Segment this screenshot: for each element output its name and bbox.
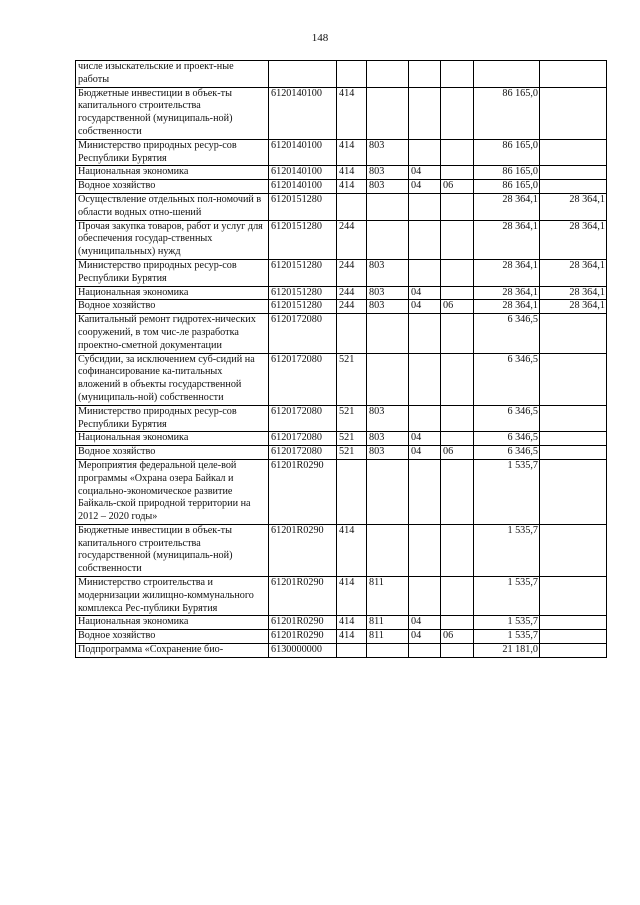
amount-2018-cell: 86 165,0 bbox=[474, 166, 540, 180]
amount-2018-cell: 86 165,0 bbox=[474, 180, 540, 194]
amount-subvention-cell bbox=[540, 616, 607, 630]
table-row bbox=[76, 459, 607, 524]
ministry-code-cell bbox=[367, 193, 409, 220]
amount-2018-cell: 6 346,5 bbox=[474, 353, 540, 405]
row-name-cell: числе изыскательские и проект-ные работы bbox=[76, 61, 269, 88]
ministry-code-cell bbox=[367, 61, 409, 88]
amount-subvention-cell bbox=[540, 353, 607, 405]
target-article-cell: 6120140100 bbox=[269, 87, 337, 139]
expense-type-cell bbox=[337, 459, 367, 524]
expense-type-cell: 414 bbox=[337, 616, 367, 630]
row-name-cell: Водное хозяйство bbox=[76, 180, 269, 194]
ministry-code-cell bbox=[367, 524, 409, 576]
expense-type-cell: 244 bbox=[337, 259, 367, 286]
amount-2018-cell: 6 346,5 bbox=[474, 446, 540, 460]
expense-type-cell: 521 bbox=[337, 446, 367, 460]
section-code-cell: 04 bbox=[409, 166, 441, 180]
table-row bbox=[76, 432, 607, 446]
amount-2018-cell: 6 346,5 bbox=[474, 405, 540, 432]
table-row bbox=[76, 220, 607, 259]
target-article-cell: 6120151280 bbox=[269, 300, 337, 314]
row-name-cell: Бюджетные инвестиции в объек-ты капитального строительства государственной (муниципаль-ной) собственности bbox=[76, 87, 269, 139]
row-name-cell: Мероприятия федеральной целе-вой программы «Охрана озера Байкал и социально-экономическое развитие Байкаль-ской природной территории на 2012 – 2020 годы» bbox=[76, 459, 269, 524]
target-article-cell: 6120172080 bbox=[269, 432, 337, 446]
subsection-code-cell: 06 bbox=[441, 630, 474, 644]
target-article-cell: 6120151280 bbox=[269, 286, 337, 300]
expense-type-cell: 414 bbox=[337, 630, 367, 644]
section-code-cell bbox=[409, 644, 441, 658]
target-article-cell bbox=[269, 61, 337, 88]
subsection-code-cell bbox=[441, 353, 474, 405]
row-name-cell: Министерство природных ресур-сов Республики Бурятия bbox=[76, 139, 269, 166]
target-article-cell: 6120172080 bbox=[269, 405, 337, 432]
row-name-cell: Водное хозяйство bbox=[76, 446, 269, 460]
ministry-code-cell: 803 bbox=[367, 139, 409, 166]
row-name-cell: Национальная экономика bbox=[76, 432, 269, 446]
subsection-code-cell: 06 bbox=[441, 180, 474, 194]
amount-2018-cell: 1 535,7 bbox=[474, 616, 540, 630]
ministry-code-cell bbox=[367, 459, 409, 524]
subsection-code-cell bbox=[441, 139, 474, 166]
subsection-code-cell bbox=[441, 459, 474, 524]
row-name-cell: Национальная экономика bbox=[76, 166, 269, 180]
subsection-code-cell bbox=[441, 314, 474, 353]
subsection-code-cell bbox=[441, 166, 474, 180]
target-article-cell: 61201R0290 bbox=[269, 459, 337, 524]
ministry-code-cell: 803 bbox=[367, 180, 409, 194]
section-code-cell: 04 bbox=[409, 300, 441, 314]
subsection-code-cell bbox=[441, 193, 474, 220]
amount-subvention-cell bbox=[540, 166, 607, 180]
table-row bbox=[76, 166, 607, 180]
expense-type-cell: 521 bbox=[337, 353, 367, 405]
target-article-cell: 61201R0290 bbox=[269, 616, 337, 630]
section-code-cell: 04 bbox=[409, 630, 441, 644]
section-code-cell bbox=[409, 139, 441, 166]
ministry-code-cell: 811 bbox=[367, 630, 409, 644]
target-article-cell: 61201R0290 bbox=[269, 630, 337, 644]
section-code-cell bbox=[409, 524, 441, 576]
section-code-cell bbox=[409, 314, 441, 353]
target-article-cell: 6120140100 bbox=[269, 139, 337, 166]
table-row bbox=[76, 180, 607, 194]
subsection-code-cell bbox=[441, 577, 474, 616]
row-name-cell: Национальная экономика bbox=[76, 616, 269, 630]
table-row bbox=[76, 405, 607, 432]
subsection-code-cell bbox=[441, 405, 474, 432]
table-row bbox=[76, 286, 607, 300]
subsection-code-cell bbox=[441, 220, 474, 259]
subsection-code-cell bbox=[441, 286, 474, 300]
ministry-code-cell: 803 bbox=[367, 446, 409, 460]
amount-subvention-cell: 28 364,1 bbox=[540, 220, 607, 259]
section-code-cell: 04 bbox=[409, 446, 441, 460]
expense-type-cell: 414 bbox=[337, 524, 367, 576]
amount-subvention-cell bbox=[540, 446, 607, 460]
row-name-cell: Субсидии, за исключением суб-сидий на софинансирование ка-питальных вложений в объекты государственной (муниципаль-ной) собственности bbox=[76, 353, 269, 405]
table-row bbox=[76, 644, 607, 658]
subsection-code-cell: 06 bbox=[441, 300, 474, 314]
section-code-cell: 04 bbox=[409, 180, 441, 194]
expense-type-cell: 244 bbox=[337, 300, 367, 314]
expense-type-cell: 414 bbox=[337, 166, 367, 180]
amount-subvention-cell bbox=[540, 644, 607, 658]
amount-2018-cell: 1 535,7 bbox=[474, 459, 540, 524]
amount-2018-cell: 28 364,1 bbox=[474, 286, 540, 300]
ministry-code-cell: 811 bbox=[367, 616, 409, 630]
table-row bbox=[76, 139, 607, 166]
amount-2018-cell: 6 346,5 bbox=[474, 432, 540, 446]
ministry-code-cell: 803 bbox=[367, 166, 409, 180]
ministry-code-cell bbox=[367, 644, 409, 658]
row-name-cell: Прочая закупка товаров, работ и услуг для обеспечения государ-ственных (муниципальных) нужд bbox=[76, 220, 269, 259]
amount-subvention-cell bbox=[540, 577, 607, 616]
amount-2018-cell: 21 181,0 bbox=[474, 644, 540, 658]
amount-2018-cell: 1 535,7 bbox=[474, 577, 540, 616]
amount-2018-cell: 1 535,7 bbox=[474, 630, 540, 644]
amount-subvention-cell bbox=[540, 61, 607, 88]
table-row bbox=[76, 353, 607, 405]
amount-subvention-cell bbox=[540, 432, 607, 446]
amount-subvention-cell bbox=[540, 459, 607, 524]
target-article-cell: 6120151280 bbox=[269, 193, 337, 220]
amount-2018-cell: 28 364,1 bbox=[474, 259, 540, 286]
expense-type-cell bbox=[337, 644, 367, 658]
table-row bbox=[76, 87, 607, 139]
section-code-cell bbox=[409, 87, 441, 139]
amount-2018-cell: 6 346,5 bbox=[474, 314, 540, 353]
ministry-code-cell bbox=[367, 353, 409, 405]
target-article-cell: 6120151280 bbox=[269, 259, 337, 286]
row-name-cell: Министерство природных ресур-сов Республики Бурятия bbox=[76, 259, 269, 286]
section-code-cell: 04 bbox=[409, 432, 441, 446]
section-code-cell bbox=[409, 259, 441, 286]
expense-type-cell: 414 bbox=[337, 87, 367, 139]
ministry-code-cell: 803 bbox=[367, 432, 409, 446]
expense-type-cell: 414 bbox=[337, 577, 367, 616]
target-article-cell: 6120172080 bbox=[269, 353, 337, 405]
row-name-cell: Водное хозяйство bbox=[76, 630, 269, 644]
target-article-cell: 6120172080 bbox=[269, 446, 337, 460]
row-name-cell: Бюджетные инвестиции в объек-ты капитального строительства государственной (муниципаль-ной) собственности bbox=[76, 524, 269, 576]
section-code-cell bbox=[409, 220, 441, 259]
section-code-cell: 04 bbox=[409, 286, 441, 300]
budget-table bbox=[75, 60, 607, 658]
amount-2018-cell: 86 165,0 bbox=[474, 87, 540, 139]
expense-type-cell bbox=[337, 193, 367, 220]
row-name-cell: Подпрограмма «Сохранение био- bbox=[76, 644, 269, 658]
row-name-cell: Министерство природных ресур-сов Республики Бурятия bbox=[76, 405, 269, 432]
ministry-code-cell bbox=[367, 314, 409, 353]
table-row bbox=[76, 616, 607, 630]
expense-type-cell: 521 bbox=[337, 405, 367, 432]
target-article-cell: 6120151280 bbox=[269, 220, 337, 259]
section-code-cell: 04 bbox=[409, 616, 441, 630]
table-row bbox=[76, 446, 607, 460]
row-name-cell: Осуществление отдельных пол-номочий в области водных отно-шений bbox=[76, 193, 269, 220]
target-article-cell: 61201R0290 bbox=[269, 524, 337, 576]
subsection-code-cell bbox=[441, 87, 474, 139]
ministry-code-cell bbox=[367, 87, 409, 139]
amount-subvention-cell bbox=[540, 630, 607, 644]
section-code-cell bbox=[409, 193, 441, 220]
amount-2018-cell: 86 165,0 bbox=[474, 139, 540, 166]
expense-type-cell: 244 bbox=[337, 220, 367, 259]
subsection-code-cell bbox=[441, 524, 474, 576]
target-article-cell: 6120140100 bbox=[269, 180, 337, 194]
amount-2018-cell: 28 364,1 bbox=[474, 193, 540, 220]
amount-subvention-cell: 28 364,1 bbox=[540, 286, 607, 300]
amount-2018-cell: 28 364,1 bbox=[474, 220, 540, 259]
ministry-code-cell: 803 bbox=[367, 405, 409, 432]
row-name-cell: Водное хозяйство bbox=[76, 300, 269, 314]
amount-subvention-cell bbox=[540, 524, 607, 576]
amount-2018-cell: 1 535,7 bbox=[474, 524, 540, 576]
table-row bbox=[76, 524, 607, 576]
row-name-cell: Национальная экономика bbox=[76, 286, 269, 300]
page-number: 148 bbox=[311, 32, 329, 44]
budget-table-body bbox=[76, 61, 607, 658]
expense-type-cell: 414 bbox=[337, 139, 367, 166]
amount-subvention-cell bbox=[540, 405, 607, 432]
expense-type-cell: 521 bbox=[337, 432, 367, 446]
table-row bbox=[76, 630, 607, 644]
subsection-code-cell bbox=[441, 616, 474, 630]
amount-subvention-cell bbox=[540, 314, 607, 353]
row-name-cell: Капитальный ремонт гидротех-нических сооружений, в том чис-ле разработка проектно-сметной документации bbox=[76, 314, 269, 353]
table-row bbox=[76, 314, 607, 353]
subsection-code-cell bbox=[441, 644, 474, 658]
table-row bbox=[76, 193, 607, 220]
table-row bbox=[76, 61, 607, 88]
expense-type-cell: 244 bbox=[337, 286, 367, 300]
subsection-code-cell bbox=[441, 432, 474, 446]
target-article-cell: 6130000000 bbox=[269, 644, 337, 658]
amount-subvention-cell bbox=[540, 87, 607, 139]
expense-type-cell bbox=[337, 314, 367, 353]
ministry-code-cell: 803 bbox=[367, 286, 409, 300]
target-article-cell: 6120140100 bbox=[269, 166, 337, 180]
amount-subvention-cell: 28 364,1 bbox=[540, 193, 607, 220]
expense-type-cell bbox=[337, 61, 367, 88]
subsection-code-cell bbox=[441, 61, 474, 88]
table-row bbox=[76, 259, 607, 286]
table-row bbox=[76, 300, 607, 314]
amount-subvention-cell bbox=[540, 180, 607, 194]
subsection-code-cell bbox=[441, 259, 474, 286]
ministry-code-cell bbox=[367, 220, 409, 259]
section-code-cell bbox=[409, 577, 441, 616]
amount-subvention-cell bbox=[540, 139, 607, 166]
row-name-cell: Министерство строительства и модернизации жилищно-коммунального комплекса Рес-публики Бурятия bbox=[76, 577, 269, 616]
subsection-code-cell: 06 bbox=[441, 446, 474, 460]
amount-2018-cell: 28 364,1 bbox=[474, 300, 540, 314]
ministry-code-cell: 803 bbox=[367, 259, 409, 286]
section-code-cell bbox=[409, 405, 441, 432]
amount-subvention-cell: 28 364,1 bbox=[540, 300, 607, 314]
section-code-cell bbox=[409, 459, 441, 524]
section-code-cell bbox=[409, 61, 441, 88]
ministry-code-cell: 811 bbox=[367, 577, 409, 616]
expense-type-cell: 414 bbox=[337, 180, 367, 194]
ministry-code-cell: 803 bbox=[367, 300, 409, 314]
amount-subvention-cell: 28 364,1 bbox=[540, 259, 607, 286]
target-article-cell: 6120172080 bbox=[269, 314, 337, 353]
target-article-cell: 61201R0290 bbox=[269, 577, 337, 616]
section-code-cell bbox=[409, 353, 441, 405]
table-row bbox=[76, 577, 607, 616]
amount-2018-cell bbox=[474, 61, 540, 88]
